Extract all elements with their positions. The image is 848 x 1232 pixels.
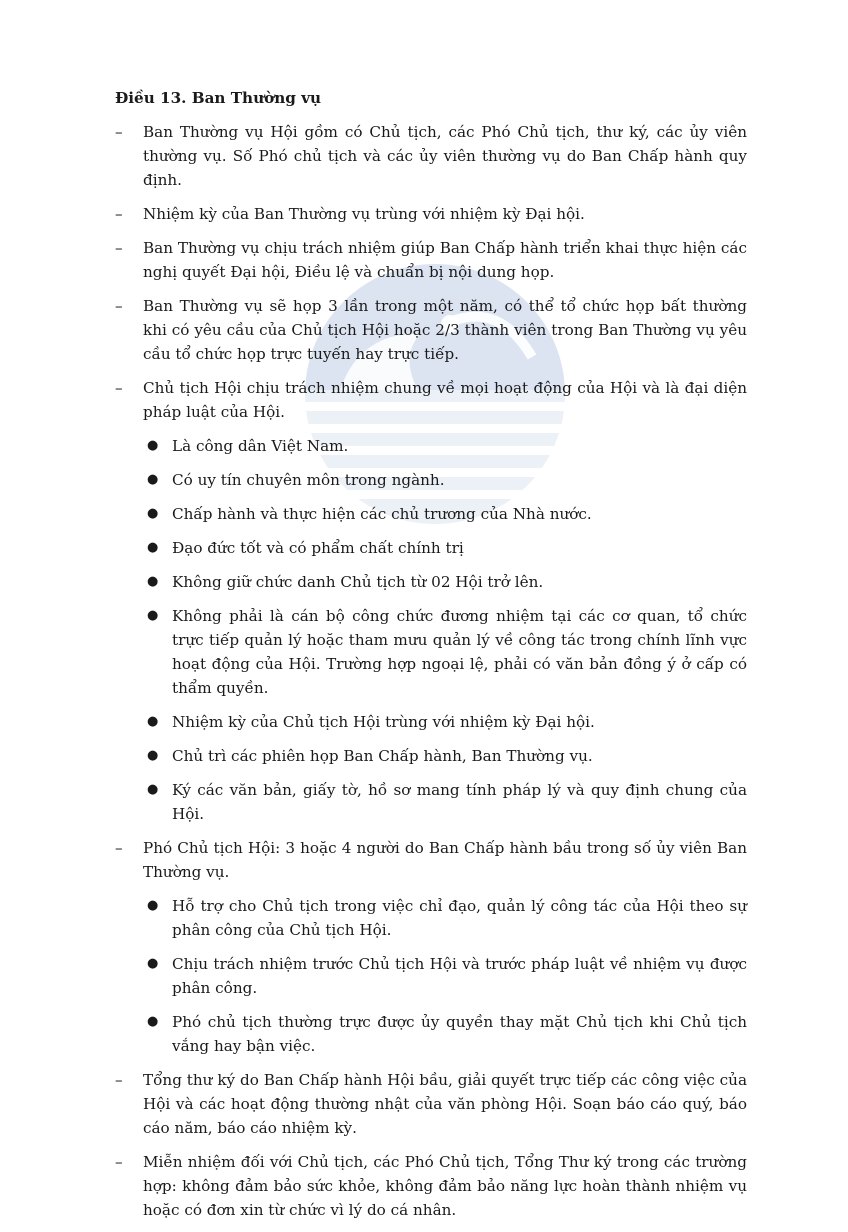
bullet-item bbox=[115, 710, 747, 734]
bullet-list bbox=[115, 434, 747, 826]
dash-item bbox=[115, 120, 747, 192]
bullet-marker: ● bbox=[147, 714, 159, 729]
dash-item bbox=[115, 236, 747, 284]
article-heading: Điều 13. Ban Thường vụ bbox=[115, 89, 322, 107]
bullet-marker: ● bbox=[147, 898, 159, 913]
dash-item-text: Tổng thư ký do Ban Chấp hành Hội bầu, giải quyết trực tiếp các công việc của Hội và các hoạt động thường nhật của văn phòng Hội. Soạn báo cáo quý, báo cáo năm, báo cáo nhiệm kỳ. bbox=[143, 1071, 747, 1137]
bullet-marker: ● bbox=[147, 540, 159, 555]
bullet-marker: ● bbox=[147, 748, 159, 763]
bullet-marker: ● bbox=[147, 956, 159, 971]
dash-item bbox=[115, 202, 747, 226]
bullet-item bbox=[115, 468, 747, 492]
dash-marker: – bbox=[115, 123, 123, 141]
bullet-item bbox=[115, 952, 747, 1000]
bullet-marker: ● bbox=[147, 472, 159, 487]
dash-item bbox=[115, 1150, 747, 1222]
dash-item-text: Ban Thường vụ chịu trách nhiệm giúp Ban Chấp hành triển khai thực hiện các nghị quyết Đại hội, Điều lệ và chuẩn bị nội dung họp. bbox=[143, 239, 747, 281]
dash-marker: – bbox=[115, 297, 123, 315]
bullet-item-text: Chấp hành và thực hiện các chủ trương của Nhà nước. bbox=[172, 505, 592, 523]
document-body bbox=[115, 86, 747, 1232]
bullet-marker: ● bbox=[147, 608, 159, 623]
bullet-item-text: Có uy tín chuyên môn trong ngành. bbox=[172, 471, 445, 489]
bullet-item-text: Nhiệm kỳ của Chủ tịch Hội trùng với nhiệm kỳ Đại hội. bbox=[172, 713, 595, 731]
dash-marker: – bbox=[115, 239, 123, 257]
bullet-item bbox=[115, 1010, 747, 1058]
bullet-item-text: Là công dân Việt Nam. bbox=[172, 437, 349, 455]
dash-item bbox=[115, 376, 747, 424]
bullet-item-text: Đạo đức tốt và có phẩm chất chính trị bbox=[172, 539, 464, 557]
bullet-item-text: Hỗ trợ cho Chủ tịch trong việc chỉ đạo, quản lý công tác của Hội theo sự phân công của Chủ tịch Hội. bbox=[172, 897, 747, 939]
bullet-marker: ● bbox=[147, 506, 159, 521]
article-items bbox=[115, 120, 747, 1222]
dash-item-text: Phó Chủ tịch Hội: 3 hoặc 4 người do Ban Chấp hành bầu trong số ủy viên Ban Thường vụ. bbox=[143, 839, 747, 881]
dash-marker: – bbox=[115, 1071, 123, 1089]
dash-item bbox=[115, 294, 747, 366]
dash-item-text: Ban Thường vụ sẽ họp 3 lần trong một năm, có thể tổ chức họp bất thường khi có yêu cầu của Chủ tịch Hội hoặc 2/3 thành viên trong Ban Thường vụ yêu cầu tổ chức họp trực tuyến hay trực tiếp. bbox=[143, 297, 747, 363]
bullet-item-text: Phó chủ tịch thường trực được ủy quyền thay mặt Chủ tịch khi Chủ tịch vắng hay bận việc. bbox=[172, 1013, 747, 1055]
dash-item bbox=[115, 836, 747, 884]
dash-marker: – bbox=[115, 205, 123, 223]
bullet-item bbox=[115, 434, 747, 458]
dash-marker: – bbox=[115, 839, 123, 857]
bullet-marker: ● bbox=[147, 782, 159, 797]
dash-item bbox=[115, 1068, 747, 1140]
bullet-item-text: Chịu trách nhiệm trước Chủ tịch Hội và trước pháp luật về nhiệm vụ được phân công. bbox=[172, 955, 747, 997]
dash-marker: – bbox=[115, 1153, 123, 1171]
bullet-item-text: Ký các văn bản, giấy tờ, hồ sơ mang tính pháp lý và quy định chung của Hội. bbox=[172, 781, 747, 823]
dash-item-text: Chủ tịch Hội chịu trách nhiệm chung về mọi hoạt động của Hội và là đại diện pháp luật của Hội. bbox=[143, 379, 747, 421]
bullet-marker: ● bbox=[147, 1014, 159, 1029]
bullet-item bbox=[115, 604, 747, 700]
bullet-item-text: Không giữ chức danh Chủ tịch từ 02 Hội trở lên. bbox=[172, 573, 544, 591]
dash-item-text: Ban Thường vụ Hội gồm có Chủ tịch, các Phó Chủ tịch, thư ký, các ủy viên thường vụ. Số Phó chủ tịch và các ủy viên thường vụ do Ban Chấp hành quy định. bbox=[143, 123, 747, 189]
bullet-list bbox=[115, 894, 747, 1058]
bullet-marker: ● bbox=[147, 438, 159, 453]
bullet-item bbox=[115, 894, 747, 942]
bullet-item bbox=[115, 502, 747, 526]
bullet-item-text: Không phải là cán bộ công chức đương nhiệm tại các cơ quan, tổ chức trực tiếp quản lý hoặc tham mưu quản lý về công tác trong chính lĩnh vực hoạt động của Hội. Trường hợp ngoại lệ, phải có văn bản đồng ý ở cấp có thẩm quyền. bbox=[172, 607, 747, 697]
dash-item-text: Nhiệm kỳ của Ban Thường vụ trùng với nhiệm kỳ Đại hội. bbox=[143, 205, 585, 223]
bullet-item bbox=[115, 744, 747, 768]
bullet-marker: ● bbox=[147, 574, 159, 589]
dash-item-text: Miễn nhiệm đối với Chủ tịch, các Phó Chủ tịch, Tổng Thư ký trong các trường hợp: không đảm bảo sức khỏe, không đảm bảo năng lực hoàn thành nhiệm vụ hoặc có đơn xin từ chức vì lý do cá nhân. bbox=[143, 1153, 747, 1219]
bullet-item bbox=[115, 570, 747, 594]
dash-marker: – bbox=[115, 379, 123, 397]
bullet-item bbox=[115, 536, 747, 560]
bullet-item bbox=[115, 778, 747, 826]
bullet-item-text: Chủ trì các phiên họp Ban Chấp hành, Ban Thường vụ. bbox=[172, 747, 593, 765]
